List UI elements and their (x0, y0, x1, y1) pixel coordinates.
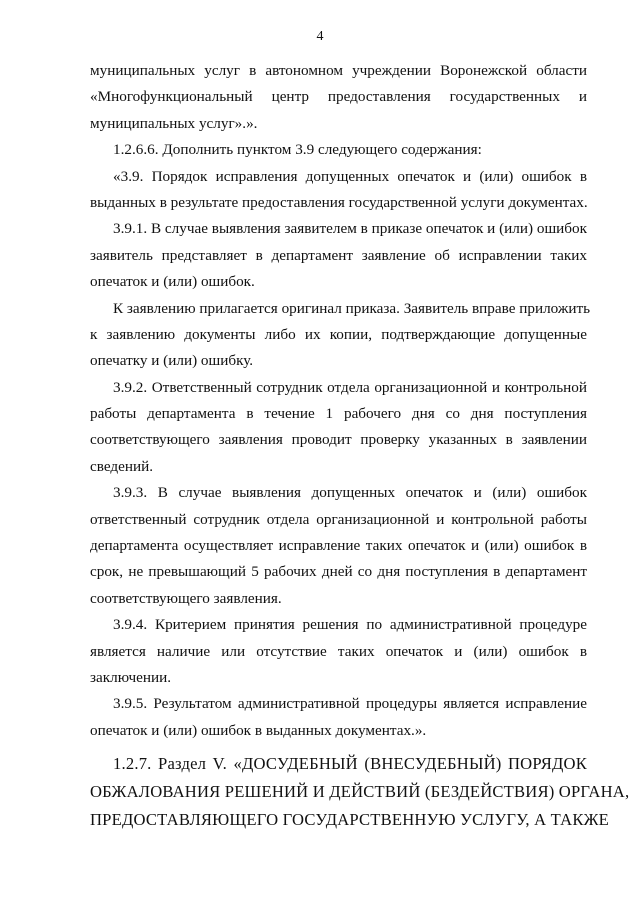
text-line: ответственный сотрудник отдела организационной и контрольной работы (90, 510, 587, 528)
paragraph-attachment (90, 296, 591, 375)
text-line: 3.9.4. Критерием принятия решения по административной процедуре (113, 616, 587, 634)
text-line: является наличие или отсутствие таких опечаток и (или) ошибок в (90, 642, 587, 660)
text-line: департамента осуществляет исправление таких опечаток и (или) ошибок в (90, 537, 587, 555)
text-line: срок, не превышающий 5 рабочих дней со дня поступления в департамент (90, 563, 587, 581)
paragraph-3-9-2 (90, 375, 587, 481)
paragraph-3-9 (90, 164, 587, 217)
text-line: опечатку и (или) ошибку. (90, 352, 254, 370)
text-line: 3.9.5. Результатом административной процедуры является исправление (113, 695, 587, 713)
section-heading-line: 1.2.7. Раздел V. «ДОСУДЕБНЫЙ (ВНЕСУДЕБНЫЙ) ПОРЯДОК (113, 753, 587, 773)
text-line: 1.2.6.6. Дополнить пунктом 3.9 следующего содержания: (113, 141, 482, 159)
section-heading-line: ПРЕДОСТАВЛЯЮЩЕГО ГОСУДАРСТВЕННУЮ УСЛУГУ, А ТАКЖЕ (90, 809, 609, 829)
text-line: муниципальных услуг в автономном учреждении Воронежской области (90, 62, 587, 79)
paragraph-continuation (90, 58, 587, 137)
document-body (90, 58, 630, 834)
paragraph-1-2-7-heading (90, 750, 630, 834)
text-line: опечаток и (или) ошибок. (90, 273, 255, 291)
text-line: к заявлению документы либо их копии, подтверждающие допущенные (90, 325, 587, 343)
text-line: 3.9.2. Ответственный сотрудник отдела организационной и контрольной (113, 378, 587, 396)
paragraph-3-9-5 (90, 691, 587, 744)
text-line: соответствующего заявления. (90, 589, 282, 607)
text-line: сведений. (90, 457, 154, 475)
paragraph-1-2-6-6 (90, 137, 587, 163)
text-line: работы департамента в течение 1 рабочего дня со дня поступления (90, 405, 587, 423)
paragraph-3-9-3 (90, 480, 587, 612)
paragraph-3-9-4 (90, 612, 587, 691)
text-line: 3.9.3. В случае выявления допущенных опечаток и (или) ошибок (113, 484, 587, 502)
text-line: «Многофункциональный центр предоставления государственных и (90, 88, 587, 106)
section-heading-line: ОБЖАЛОВАНИЯ РЕШЕНИЙ И ДЕЙСТВИЙ (БЕЗДЕЙСТВИЯ) ОРГАНА, (90, 781, 630, 801)
page-number: 4 (316, 29, 324, 44)
text-line: К заявлению прилагается оригинал приказа. Заявитель вправе приложить (113, 299, 591, 317)
text-line: соответствующего заявления проводит проверку указанных в заявлении (90, 431, 587, 449)
text-line: муниципальных услуг».». (90, 114, 258, 132)
text-line: заключении. (90, 668, 172, 686)
text-line: выданных в результате предоставления государственной услуги документах. (90, 193, 588, 211)
text-line: опечаток и (или) ошибок в выданных документах.». (90, 721, 427, 739)
text-line: 3.9.1. В случае выявления заявителем в приказе опечаток и (или) ошибок (113, 220, 587, 238)
text-line: «3.9. Порядок исправления допущенных опечаток и (или) ошибок в (113, 167, 587, 185)
paragraph-3-9-1 (90, 216, 587, 295)
text-line: заявитель представляет в департамент заявление об исправлении таких (90, 246, 587, 264)
